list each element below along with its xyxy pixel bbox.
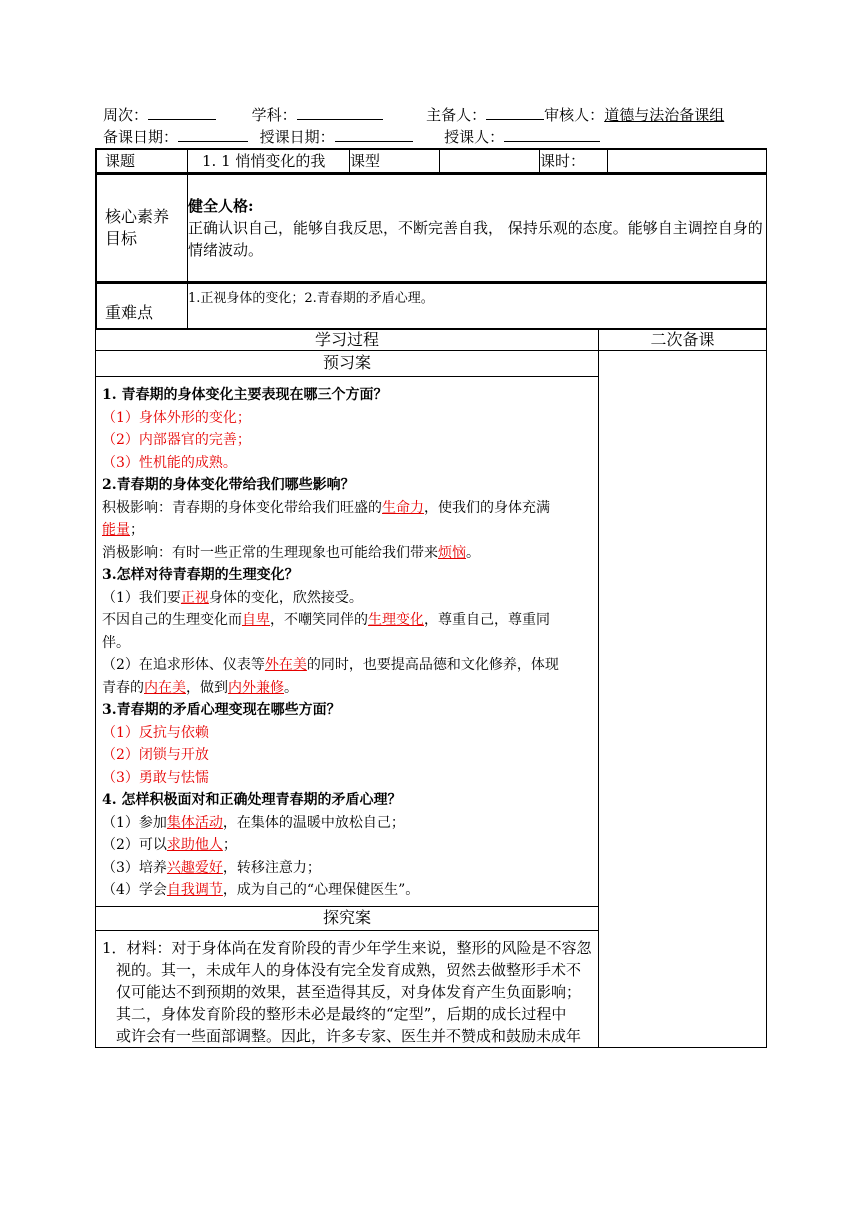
preview-a5-3 <box>102 857 592 880</box>
key-points-text: 1.正视身体的变化；2.青春期的矛盾心理。 <box>188 284 767 329</box>
goals-text: 正确认识自己，能够自我反思，不断完善自我， 保持乐观的态度。能够自主调控自身的情绪波动。 <box>188 219 763 259</box>
keyword: 自卑 <box>242 612 270 628</box>
preview-a3-line5 <box>102 677 592 700</box>
subject-blank <box>297 104 383 120</box>
text-part: ，在集体的温暖中放松自己； <box>222 814 405 831</box>
text-part: ，转移注意力； <box>222 859 321 876</box>
keyword: 外在美 <box>264 657 307 673</box>
reviewer-value: 道德与法治备课组 <box>604 106 725 124</box>
preview-a5-2 <box>102 834 592 857</box>
preview-a1-2: （2）内部器官的完善； <box>102 432 251 448</box>
preview-a4-3: （3）勇敢与怯懦 <box>102 769 209 786</box>
topic-label: 课题 <box>97 150 188 173</box>
text-part: ，不嘲笑同伴的 <box>270 612 368 628</box>
text-part: （1）参加 <box>102 814 167 831</box>
text-part: ，使我们的身体充满 <box>424 499 550 516</box>
keyword: 内外兼修 <box>228 679 284 696</box>
explore-line-5: 或许会有一些面部调整。因此，许多专家、医生并不赞成和鼓励未成年 <box>116 1026 582 1045</box>
text-part: （3）培养 <box>102 859 167 876</box>
keyword: 求助他人 <box>166 837 223 853</box>
lead-blank <box>486 104 544 120</box>
preview-a3-line4 <box>102 654 592 677</box>
keyword: 自我调节 <box>166 882 223 898</box>
week-label: 周次： <box>103 106 149 124</box>
explore-title: 探究案 <box>96 906 599 930</box>
text-part: （2）在追求形体、仪表等 <box>102 657 265 673</box>
second-prep-header: 二次备课 <box>599 330 767 351</box>
text-part: 。 <box>466 544 480 561</box>
lesson-plan-table <box>95 148 767 1048</box>
week-blank <box>148 104 216 120</box>
type-value <box>440 150 540 173</box>
text-part: 消极影响：有时一些正常的生理现象也可能给我们带来 <box>102 544 438 561</box>
teach-date-blank <box>335 126 413 142</box>
keyword: 能量 <box>102 522 130 538</box>
keyword: 烦恼 <box>438 544 466 561</box>
preview-positive-line-2 <box>102 519 592 542</box>
type-label: 课型 <box>350 150 440 173</box>
preview-q5: 4. 怎样积极面对和正确处理青春期的矛盾心理？ <box>102 792 402 808</box>
keyword: 集体活动 <box>166 814 223 831</box>
teach-date-label: 授课日期： <box>259 128 335 146</box>
text-part: ； <box>130 522 144 538</box>
explore-line-4: 其二，身体发育阶段的整形未必是最终的“定型”，后期的成长过程中 <box>116 1004 567 1023</box>
preview-q4: 3.青春期的矛盾心理变现在哪些方面？ <box>102 702 341 718</box>
preview-q1: 1. 青春期的身体变化主要表现在哪三个方面？ <box>102 387 388 403</box>
key-points-row <box>96 283 766 329</box>
preview-title: 预习案 <box>96 351 599 377</box>
prep-date-label: 备课日期： <box>103 128 179 146</box>
goals-title: 健全人格: <box>188 197 254 215</box>
preview-a3-line3: 伴。 <box>102 634 130 651</box>
text-part: 青春的 <box>102 679 144 696</box>
preview-a4-2: （2）闭锁与开放 <box>102 747 209 763</box>
header-line-1 <box>103 104 724 125</box>
text-part: 。 <box>284 679 298 696</box>
text-part: ； <box>222 837 237 853</box>
preview-q2: 2.青春期的身体变化带给我们哪些影响？ <box>102 477 355 493</box>
text-part: ，做到 <box>186 679 228 696</box>
preview-q3: 3.怎样对待青春期的生理变化？ <box>102 567 299 583</box>
teacher-label: 授课人： <box>444 128 505 146</box>
explore-line-1: 1．材料：对于身体尚在发育阶段的青少年学生来说，整形的风险是不容忽 <box>102 938 592 957</box>
process-header: 学习过程 <box>96 330 599 351</box>
text-part: （1）我们要 <box>102 589 181 606</box>
preview-a4-1: （1）反抗与依赖 <box>102 724 209 741</box>
preview-a5-4 <box>102 879 592 902</box>
prep-date-blank <box>178 126 248 142</box>
text-part: 的同时，也要提高品德和文化修养，体现 <box>306 657 559 673</box>
preview-a1-1: （1）身体外形的变化； <box>102 409 251 426</box>
explore-line-3: 仅可能达不到预期的效果，甚至造得其反，对身体发育产生负面影响； <box>116 982 582 1001</box>
text-part: （4）学会 <box>102 882 167 898</box>
preview-a1-3: （3）性机能的成熟。 <box>102 454 237 471</box>
text-part: （2）可以 <box>102 837 167 853</box>
preview-a5-1 <box>102 812 592 835</box>
keyword: 兴趣爱好 <box>166 859 223 876</box>
key-points-label: 重难点 <box>97 284 188 329</box>
preview-positive-line <box>102 497 592 520</box>
teacher-blank <box>504 126 600 142</box>
second-prep-column <box>599 351 767 1048</box>
explore-line-2: 视的。其一，未成年人的身体没有完全发育成熟，贸然去做整形手术不 <box>116 960 582 979</box>
hours-value <box>608 150 767 173</box>
goals-row <box>96 174 766 282</box>
header-line-2 <box>103 126 600 147</box>
preview-negative-line <box>102 542 592 565</box>
keyword: 内在美 <box>144 679 186 696</box>
text-part: ，尊重自己，尊重同 <box>424 612 550 628</box>
topic-row <box>96 149 766 173</box>
topic-value: 1. 1 悄悄变化的我 <box>188 150 350 173</box>
text-part: 不因自己的生理变化而 <box>102 612 242 628</box>
keyword: 生理变化 <box>368 612 424 628</box>
reviewer-label: 审核人： <box>544 106 605 124</box>
explore-body <box>96 930 599 1047</box>
text-part: ，成为自己的“心理保健医生”。 <box>222 882 420 898</box>
lead-label: 主备人： <box>426 106 487 124</box>
text-part: 积极影响：青春期的身体变化带给我们旺盛的 <box>102 499 382 516</box>
goals-label: 核心素养目标 <box>97 175 188 282</box>
hours-label: 课时： <box>540 150 608 173</box>
keyword: 正视 <box>180 589 209 606</box>
subject-label: 学科： <box>251 106 297 124</box>
preview-a3-line1 <box>102 587 592 610</box>
preview-a3-line2 <box>102 609 592 632</box>
preview-body <box>96 377 599 907</box>
keyword: 生命力 <box>382 499 424 516</box>
text-part: 身体的变化，欣然接受。 <box>208 589 363 606</box>
